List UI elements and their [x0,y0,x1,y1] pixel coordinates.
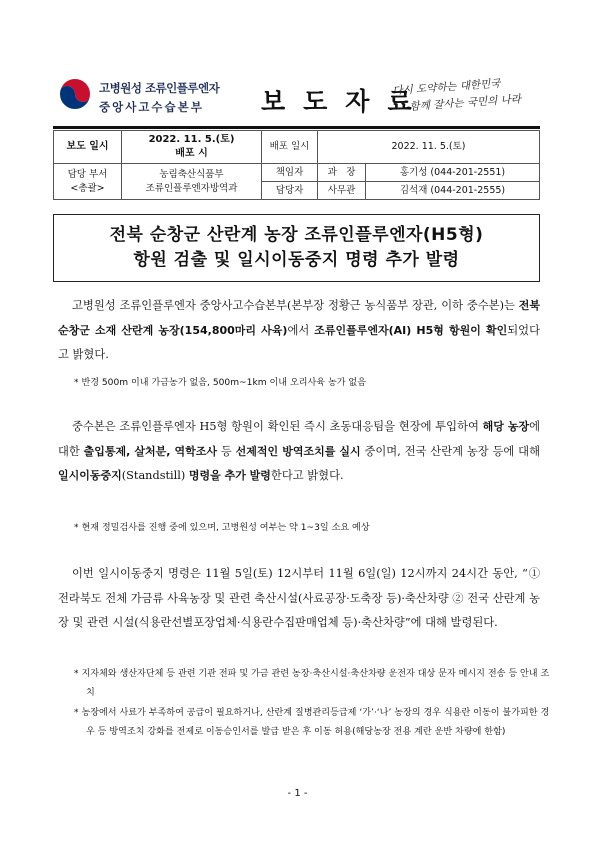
paragraph-2 [58,415,540,489]
contact-title: 사무관 [318,182,366,200]
org-name-line2: 중앙사고수습본부 [99,100,204,114]
document-type-title: 보도자료 [261,87,430,116]
p2-text-k: 한다고 밝혔다. [270,469,344,482]
p2-text-g: 중이며, 전국 산란계 농장 등에 대해 [360,444,541,458]
report-date: 2022. 11. 5.(토) [148,134,235,145]
page-number: - 1 - [287,788,308,799]
header-divider [53,126,540,129]
p1-text-c: 에서 [287,323,315,337]
slogan-line1: 다시 도약하는 대한민국 [392,77,501,98]
press-info-table [53,130,540,200]
note-1: * 반경 500m 이내 가금농가 없음, 500m~1km 이내 오리사육 농가 없음 [74,378,366,388]
p2-bold-standstill: 일시이동중지 [58,469,122,482]
note-2: * 현재 정밀검사를 진행 중에 있으며, 고병원성 여부는 약 1~3일 소요 예상 [74,523,370,533]
p2-text-c: 에 대한 [58,420,540,458]
headline-line1: 전북 순창군 산란계 농장 조류인플루엔자(H5형) [109,225,484,245]
p2-bold-farm: 해당 농장 [482,420,530,433]
responsible-contact: 홍기성 (044-201-2551) [366,164,540,182]
department-label [54,164,122,200]
distribution-time-value: 2022. 11. 5.(토) [318,131,540,164]
government-slogan [392,73,542,117]
department-division: 조류인플루엔자방역과 [145,182,238,194]
department-label-line1: 담당 부서 [67,168,108,180]
contact-label: 담당자 [262,182,318,200]
p2-text-e: 등 [217,444,236,458]
department-value [122,164,262,200]
paragraph-3: 이번 일시이동중지 명령은 11월 5일(토) 12시부터 11월 6일(일) 12시까지 24시간 동안, “① 전라북도 전체 가금류 사육농장 및 관련 축산시설(사료공장·도축장 등)·축산차량 ② 전국 산란계 농장 및 관련 시설(식용란선별포장업체·식용란수집판매업체 등)·축산차량”에 대해 발령된다. [58,567,540,629]
note-3: * 지자체와 생산자단체 등 관련 기관 전파 및 가금 관련 농장·축산시설·축산차량 운전자 대상 문자 메시지 전송 등 안내 조치 [74,669,550,698]
organization-name [99,80,239,115]
p1-text-a: 고병원성 조류인플루엔자 중앙사고수습본부(본부장 정황근 농식품부 장관, 이하 중수본)는 [72,299,519,312]
p1-bold-confirm: 조류인플루엔자(AI) H5형 항원이 확인 [314,323,508,337]
p2-text-i: (Standstill) [121,469,189,482]
department-ministry: 농림축산식품부 [159,168,224,180]
contact-person: 김석재 (044-201-2555) [366,182,540,200]
report-when: 배포 시 [175,148,208,159]
headline-box [53,214,540,282]
p2-text-a: 중수본은 조류인플루엔자 H5형 항원이 확인된 즉시 초동대응팀을 현장에 투입하여 [72,420,483,433]
responsible-title: 과 장 [318,164,366,182]
taegeuk-emblem-icon [55,74,95,114]
distribution-time-label: 배포 일시 [262,131,318,164]
p1-text-e: 되었다고 밝혔다. [58,323,540,361]
report-time-label: 보도 일시 [54,131,122,164]
p1-bold-farm: 전북 순창군 소재 산란계 농장(154,800마리 사육) [58,299,540,337]
slogan-line2: 함께 잘사는 국민의 나라 [409,93,522,114]
report-time-value [122,131,262,164]
note-4: * 농장에서 사료가 부족하여 공급이 필요하거나, 산란계 질병관리등급제 ‘가’·‘나’ 농장의 경우 식용란 이동이 불가피한 경우 등 방역조치 강화를 전제로 이동승인서를 발급 받은 후 이동 허용(해당농장 전용 계란 운반 차량에 한함) [74,708,550,737]
org-name-line1: 고병원성 조류인플루엔자 [99,81,220,95]
press-header [53,66,540,126]
p2-bold-preemptive: 선제적인 방역조치를 실시 [235,444,361,458]
p2-bold-order: 명령을 추가 발령 [188,469,271,482]
headline-line2: 항원 검출 및 일시이동중지 명령 추가 발령 [133,250,460,270]
department-label-line2: <총괄> [70,182,105,194]
p2-bold-measures: 출입통제, 살처분, 역학조사 [83,444,218,458]
paragraph-1 [58,294,540,368]
responsible-label: 책임자 [262,164,318,182]
